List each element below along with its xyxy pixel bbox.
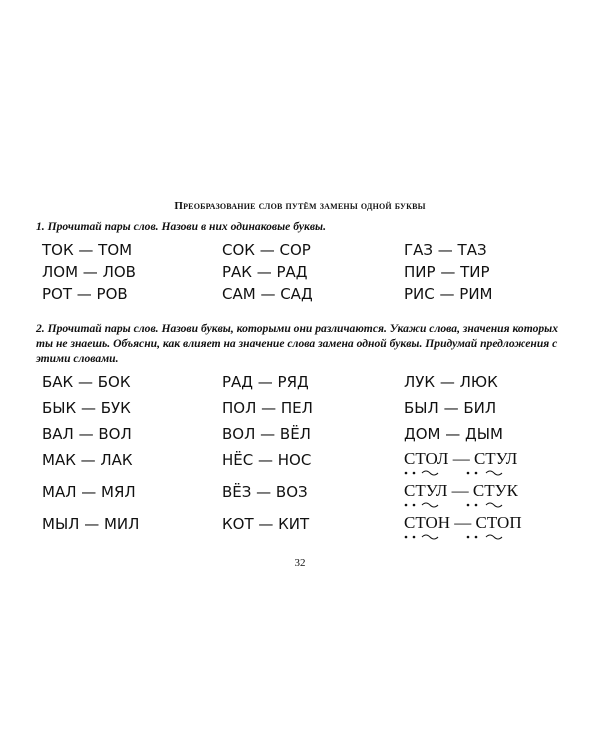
word-pair: МАК — ЛАК: [42, 451, 133, 469]
sound-analysis-marks-icon: [402, 500, 512, 510]
word-pair: ВОЛ — ВЁЛ: [222, 425, 311, 443]
word-pair: ПОЛ — ПЕЛ: [222, 399, 313, 417]
word-pair: КОТ — КИТ: [222, 515, 310, 533]
word-pair: СТОН — СТОП: [404, 513, 522, 532]
word-pair: РОТ — РОВ: [42, 285, 128, 303]
word-pair-row: [42, 263, 562, 285]
word-pair: ВАЛ — ВОЛ: [42, 425, 132, 443]
word-pair: ЛУК — ЛЮК: [404, 373, 498, 391]
page-number: 32: [294, 557, 306, 569]
task-1-word-pairs: [42, 241, 562, 307]
word-pair: СОК — СОР: [222, 241, 311, 259]
word-pair: ВЁЗ — ВОЗ: [222, 483, 308, 501]
word-pair-row: [42, 483, 562, 515]
word-pair: БЫК — БУК: [42, 399, 131, 417]
word-pair: НЁС — НОС: [222, 451, 312, 469]
page-title: Преобразование слов путём замены одной буквы: [174, 200, 426, 212]
word-pair: РИС — РИМ: [404, 285, 493, 303]
word-pair: ЛОМ — ЛОВ: [42, 263, 136, 281]
task-1-instruction: 1. Прочитай пары слов. Назови в них одинаковые буквы.: [36, 220, 326, 233]
sound-analysis-marks-icon: [402, 468, 512, 478]
task-2-word-pairs: [42, 373, 562, 547]
word-pair: ПИР — ТИР: [404, 263, 490, 281]
task-2-instruction: 2. Прочитай пары слов. Назови буквы, которыми они различаются. Укажи слова, значения которых ты не знаешь. Объясни, как влияет на значение слова замена одной буквы. Придумай предложения с этими словами.: [36, 322, 559, 365]
word-pair-row: [42, 285, 562, 307]
word-pair: САМ — САД: [222, 285, 313, 303]
word-pair: БЫЛ — БИЛ: [404, 399, 497, 417]
sound-analysis-marks-icon: [402, 532, 512, 542]
word-pair: ГАЗ — ТАЗ: [404, 241, 487, 259]
word-pair: СТОЛ — СТУЛ: [404, 449, 518, 468]
word-pair-row: [42, 241, 562, 263]
word-pair: МЫЛ — МИЛ: [42, 515, 140, 533]
word-pair: ТОК — ТОМ: [42, 241, 133, 259]
word-pair-row: [42, 399, 562, 425]
word-pair-row: [42, 451, 562, 483]
word-pair: СТУЛ — СТУК: [404, 481, 518, 500]
word-pair: ДОМ — ДЫМ: [404, 425, 503, 443]
word-pair: МАЛ — МЯЛ: [42, 483, 136, 501]
word-pair: РАК — РАД: [222, 263, 308, 281]
word-pair-row: [42, 425, 562, 451]
word-pair: РАД — РЯД: [222, 373, 309, 391]
word-pair: БАК — БОК: [42, 373, 131, 391]
word-pair-row: [42, 373, 562, 399]
word-pair-row: [42, 515, 562, 547]
